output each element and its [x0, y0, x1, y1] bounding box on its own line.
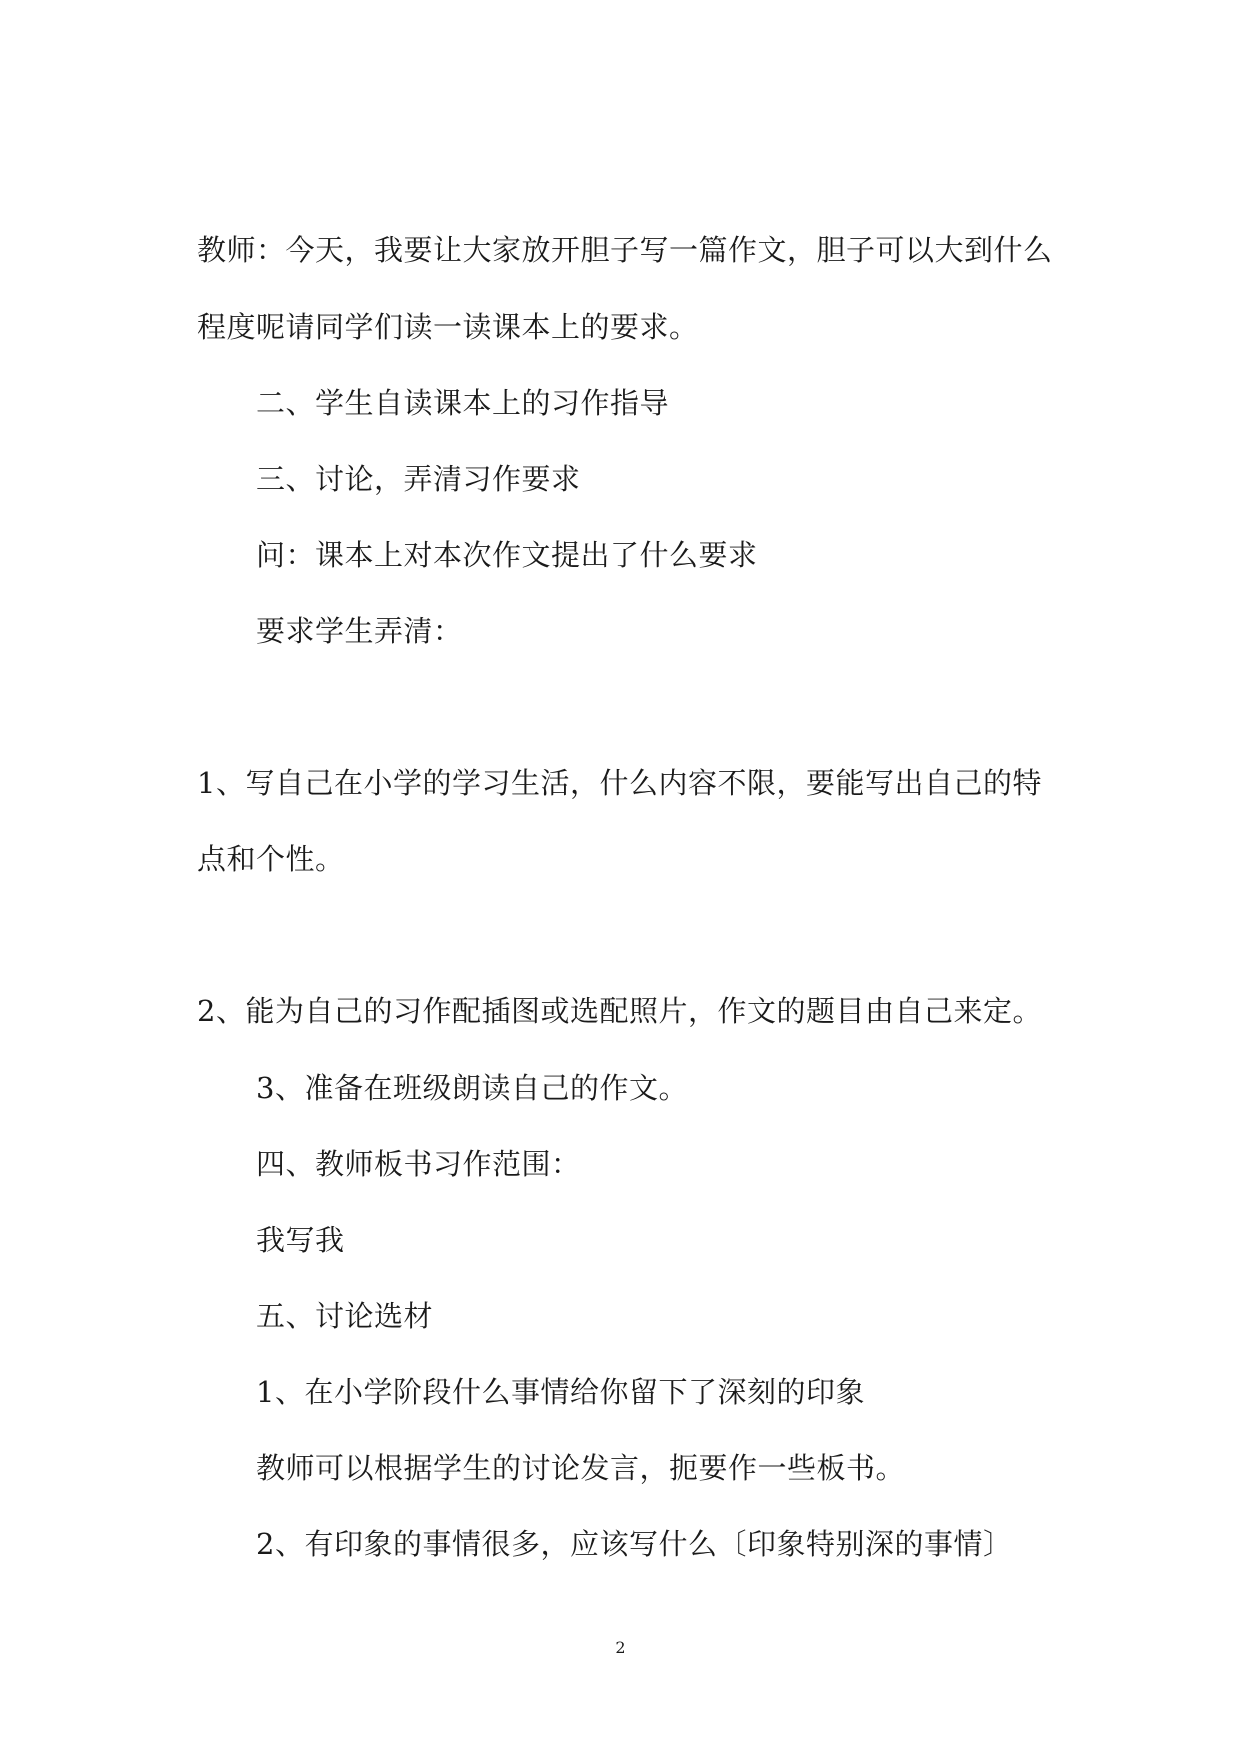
list-item: 1、在小学阶段什么事情给你留下了深刻的印象 — [256, 1375, 865, 1409]
paragraph-line: 问：课本上对本次作文提出了什么要求 — [256, 538, 758, 572]
paragraph-line: 要求学生弄清： — [256, 614, 463, 648]
section-heading: 四、教师板书习作范围： — [256, 1147, 581, 1181]
section-heading: 三、讨论，弄清习作要求 — [256, 462, 581, 496]
list-item: 2、有印象的事情很多，应该写什么〔印象特别深的事情〕 — [256, 1527, 1013, 1561]
paragraph-line: 程度呢请同学们读一读课本上的要求。 — [197, 310, 699, 344]
paragraph-line: 教师：今天，我要让大家放开胆子写一篇作文，胆子可以大到什么 — [197, 233, 1053, 267]
paragraph-line: 教师可以根据学生的讨论发言，扼要作一些板书。 — [256, 1451, 906, 1485]
list-item: 1、写自己在小学的学习生活，什么内容不限，要能写出自己的特 — [197, 766, 1042, 800]
paragraph-line: 我写我 — [256, 1223, 345, 1257]
list-item: 3、准备在班级朗读自己的作文。 — [256, 1071, 688, 1105]
section-heading: 二、学生自读课本上的习作指导 — [256, 386, 670, 420]
page-number: 2 — [615, 1638, 626, 1657]
paragraph-line: 点和个性。 — [197, 842, 345, 876]
section-heading: 五、讨论选材 — [256, 1299, 434, 1333]
list-item: 2、能为自己的习作配插图或选配照片，作文的题目由自己来定。 — [197, 994, 1042, 1028]
